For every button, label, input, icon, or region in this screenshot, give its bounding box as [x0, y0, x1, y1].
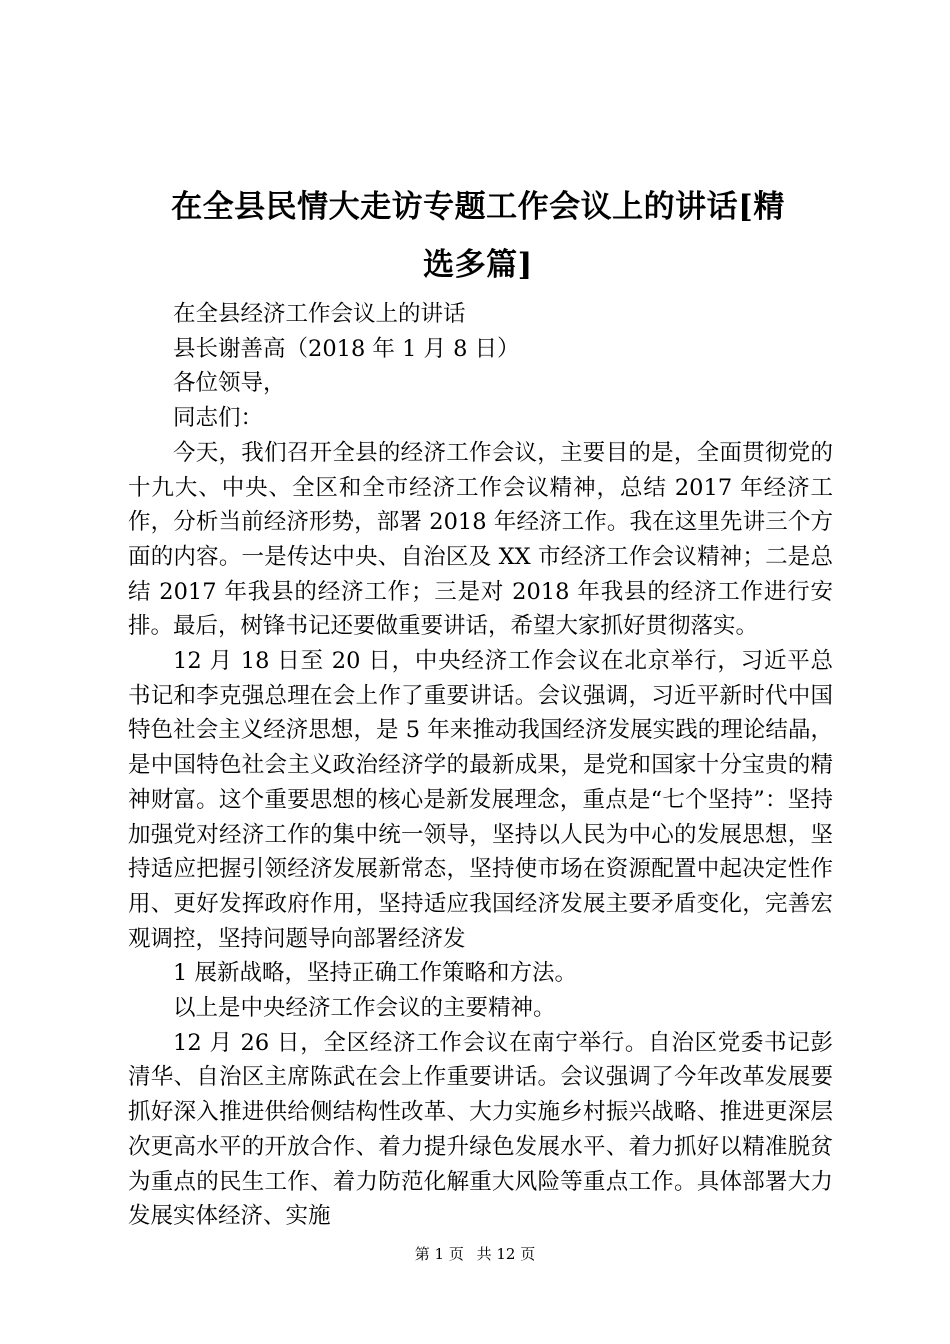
document-title [128, 178, 828, 294]
title-line-1: 在全县民情大走访专题工作会议上的讲话[精 [171, 189, 785, 225]
paragraph-central-meeting: 12 月 18 日至 20 日，中央经济工作会议在北京举行，习近平总书记和李克强总理在会上作了重要讲话。会议强调，习近平新时代中国特色社会主义经济思想，是 5 年来推动我国经济发展实践的理论结晶，是中国特色社会主义政治经济学的最新成果，是党和国家十分宝贵的精神财富。这个重要思想的核心是新发展理念，重点是“七个坚持”：坚持加强党对经济工作的集中统一领导，坚持以人民为中心的发展思想，坚持适应把握引领经济发展新常态，坚持使市场在资源配置中起决定性作用、更好发挥政府作用，坚持适应我国经济发展主要矛盾变化，完善宏观调控，坚持问题导向部署经济发 [128, 648, 833, 952]
greeting-leaders: 各位领导， [173, 370, 286, 397]
paragraph-intro: 今天，我们召开全县的经济工作会议，主要目的是，全面贯彻党的十九大、中央、全区和全市经济工作会议精神，总结 2017 年经济工作，分析当前经济形势，部署 2018 年经济工作。我在这里先讲三个方面的内容。一是传达中央、自治区及 XX 市经济工作会议精神；二是总结 2017 年我县的经济工作；三是对 2018 年我县的经济工作进行安排。最后，树锋书记还要做重要讲话，希望大家抓好贯彻落实。 [128, 439, 833, 640]
paragraph-continuation: 1 展新战略，坚持正确工作策略和方法。 [173, 960, 577, 987]
document-body [128, 297, 833, 1234]
page-total: 共 12 页 [476, 1245, 536, 1263]
speech-subtitle: 在全县经济工作会议上的讲话 [173, 301, 466, 327]
paragraph-summary: 以上是中央经济工作会议的主要精神。 [173, 995, 556, 1022]
paragraph-regional-meeting: 12 月 26 日，全区经济工作会议在南宁举行。自治区党委书记彭清华、自治区主席陈武在会上作重要讲话。会议强调了今年改革发展要抓好深入推进供给侧结构性改革、大力实施乡村振兴战略、推进更深层次更高水平的开放合作、着力提升绿色发展水平、着力抓好以精准脱贫为重点的民生工作、着力防范化解重大风险等重点工作。具体部署大力发展实体经济、实施 [128, 1029, 833, 1230]
speaker-line: 县长谢善高（2018 年 1 月 8 日） [173, 335, 520, 362]
greeting-comrades: 同志们： [173, 405, 264, 432]
title-line-2: 选多篇] [423, 247, 533, 283]
page-number: 第 1 页 [414, 1245, 464, 1263]
page-footer [0, 1244, 950, 1264]
